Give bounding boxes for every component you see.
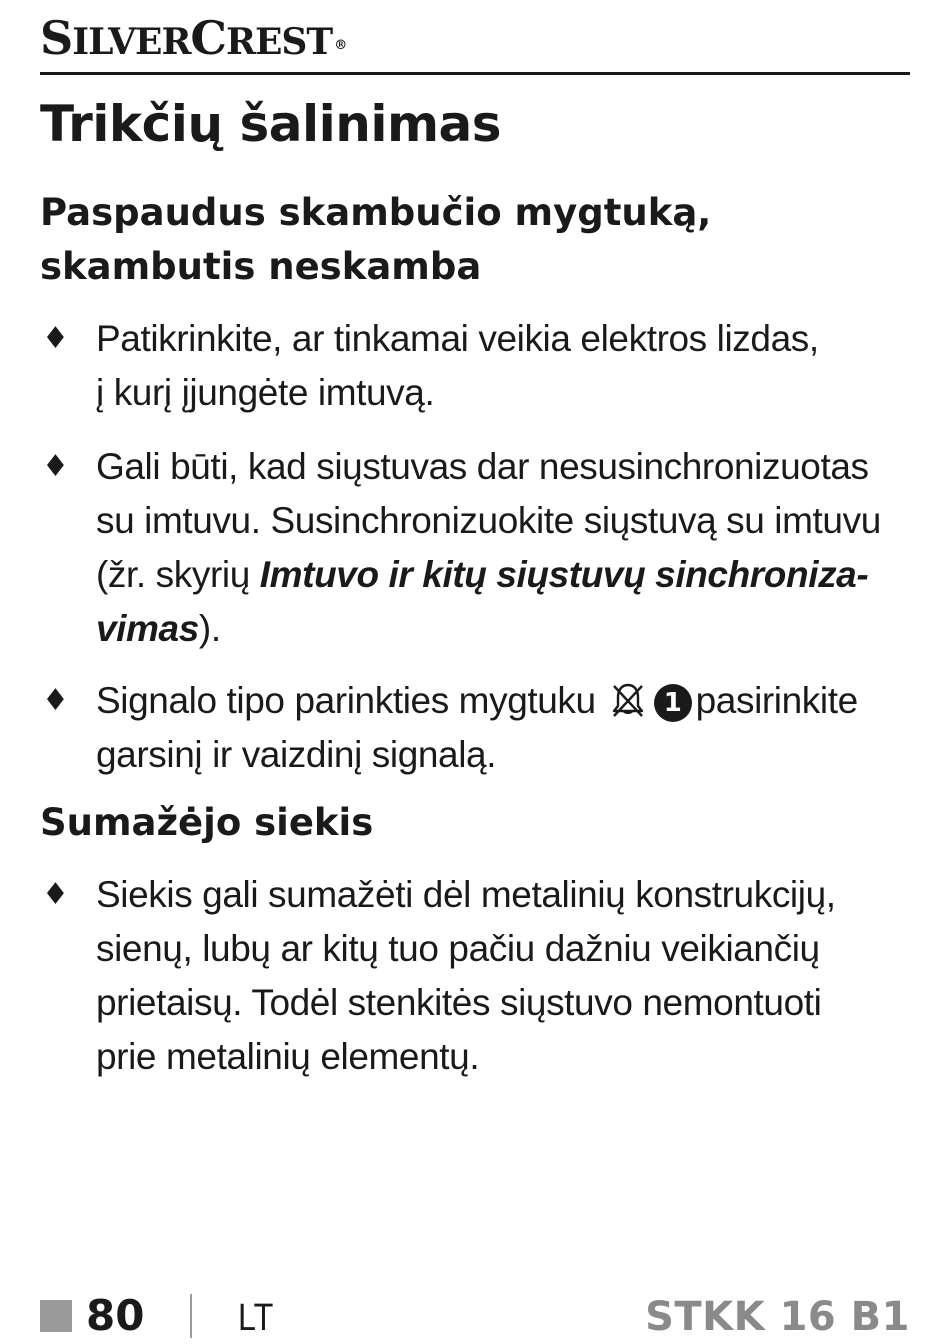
chapter-reference: Imtuvo ir kitų siųstuvų sinchroniza- <box>259 554 869 595</box>
list-item <box>40 440 910 660</box>
bullet-text: Signalo tipo parinkties mygtuku 1 pasirinkite garsinį ir vaizdinį signalą. <box>96 680 858 775</box>
page-title: Trikčių šalinimas <box>40 95 502 153</box>
page-number: 80 <box>86 1291 145 1340</box>
section-heading-no-ring: Paspaudus skambučio mygtuką, skambutis neskamba <box>40 191 712 288</box>
list-item <box>40 868 910 1088</box>
bullet-text: Patikrinkite, ar tinkamai veikia elektros lizdas, į kurį įjungėte imtuvą. <box>96 318 819 413</box>
list-item <box>40 312 910 422</box>
brand-logo: SILVERCREST ® <box>40 11 347 65</box>
section-heading-reduced-range: Sumažėjo siekis <box>40 801 374 844</box>
diamond-bullet-icon: ♦ <box>42 877 69 912</box>
header-rule <box>40 72 910 75</box>
page-footer <box>40 1292 910 1342</box>
bell-crossed-icon <box>608 680 648 720</box>
list-item <box>40 674 910 784</box>
footer-square-marker <box>40 1300 72 1332</box>
diamond-bullet-icon: ♦ <box>42 683 69 718</box>
footer-divider <box>190 1294 192 1338</box>
language-code: LT <box>238 1297 274 1339</box>
model-number: STKK 16 B1 <box>645 1294 910 1340</box>
chapter-reference-continued: vimas <box>96 608 199 649</box>
control-number-badge: 1 <box>654 684 692 722</box>
page-header <box>40 8 910 78</box>
bullet-text: Gali būti, kad siųstuvas dar nesusinchronizuotas su imtuvu. Susinchronizuokite siųstuvą su imtuvu (žr. skyrių Imtuvo ir kitų siųstuvų sinchroniza- vimas). <box>96 446 881 649</box>
bullet-text: Siekis gali sumažėti dėl metalinių konstrukcijų, sienų, lubų ar kitų tuo pačiu dažniu veikiančių prietaisų. Todėl stenkitės siųstuvo nemontuoti prie metalinių elementų. <box>96 874 836 1077</box>
diamond-bullet-icon: ♦ <box>42 449 69 484</box>
diamond-bullet-icon: ♦ <box>42 321 69 356</box>
